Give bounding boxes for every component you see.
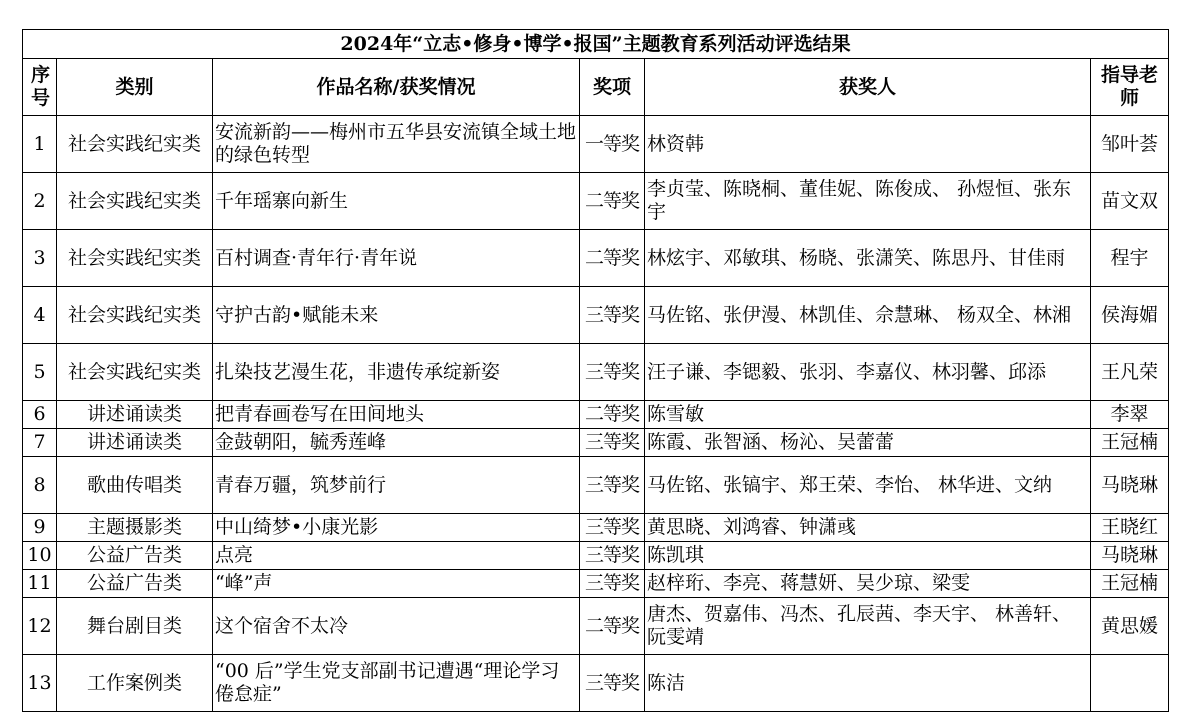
table-row: [23, 655, 1169, 712]
row-winners: 马佐铭、张镐宇、郑王荣、李怡、 林华进、文纳: [645, 457, 1091, 514]
row-work: 千年瑶寨向新生: [213, 173, 580, 230]
row-winners: 汪子谦、李锶毅、张羽、李嘉仪、林羽馨、邱添: [645, 344, 1091, 401]
row-work: 扎染技艺漫生花，非遗传承绽新姿: [213, 344, 580, 401]
row-award: 三等奖: [580, 457, 645, 514]
row-number: 13: [23, 655, 57, 712]
row-work: 百村调查·青年行·青年说: [213, 230, 580, 287]
row-winners: 林炫宇、邓敏琪、杨晓、张潇笑、陈思丹、甘佳雨: [645, 230, 1091, 287]
row-number: 6: [23, 401, 57, 429]
row-category: 歌曲传唱类: [57, 457, 213, 514]
header-category: 类别: [57, 59, 213, 116]
row-teacher: 马晓琳: [1091, 457, 1169, 514]
row-category: 公益广告类: [57, 542, 213, 570]
row-winners: 赵梓珩、李亮、蒋慧妍、吴少琼、梁雯: [645, 570, 1091, 598]
row-award: 三等奖: [580, 429, 645, 457]
row-teacher: 王晓红: [1091, 514, 1169, 542]
header-winners: 获奖人: [645, 59, 1091, 116]
row-number: 8: [23, 457, 57, 514]
row-winners: 马佐铭、张伊漫、林凯佳、佘慧琳、 杨双全、林湘: [645, 287, 1091, 344]
row-teacher: 程宇: [1091, 230, 1169, 287]
row-teacher: 邹叶荟: [1091, 116, 1169, 173]
row-award: 三等奖: [580, 287, 645, 344]
header-row: [23, 59, 1169, 116]
row-number: 12: [23, 598, 57, 655]
row-teacher: 王冠楠: [1091, 570, 1169, 598]
row-winners: 陈雪敏: [645, 401, 1091, 429]
row-number: 11: [23, 570, 57, 598]
row-winners: 黄思晓、刘鸿睿、钟潇彧: [645, 514, 1091, 542]
table-row: [23, 457, 1169, 514]
row-number: 3: [23, 230, 57, 287]
table-row: [23, 230, 1169, 287]
row-category: 讲述诵读类: [57, 429, 213, 457]
row-work: 守护古韵•赋能未来: [213, 287, 580, 344]
row-category: 讲述诵读类: [57, 401, 213, 429]
row-teacher: 黄思媛: [1091, 598, 1169, 655]
row-category: 舞台剧目类: [57, 598, 213, 655]
row-work: 中山绮梦•小康光影: [213, 514, 580, 542]
row-work: 安流新韵——梅州市五华县安流镇全域土地的绿色转型: [213, 116, 580, 173]
table-row: [23, 401, 1169, 429]
row-award: 二等奖: [580, 598, 645, 655]
row-category: 公益广告类: [57, 570, 213, 598]
row-category: 主题摄影类: [57, 514, 213, 542]
row-category: 社会实践纪实类: [57, 344, 213, 401]
table-row: [23, 344, 1169, 401]
table-row: [23, 514, 1169, 542]
row-award: 三等奖: [580, 655, 645, 712]
row-teacher: 马晓琳: [1091, 542, 1169, 570]
row-award: 二等奖: [580, 173, 645, 230]
results-table: [22, 29, 1169, 712]
row-winners: 唐杰、贺嘉伟、冯杰、孔辰茜、李天宇、 林善轩、阮雯靖: [645, 598, 1091, 655]
row-award: 三等奖: [580, 542, 645, 570]
row-number: 9: [23, 514, 57, 542]
row-winners: 陈凯琪: [645, 542, 1091, 570]
row-award: 三等奖: [580, 570, 645, 598]
row-category: 社会实践纪实类: [57, 173, 213, 230]
header-serial: 序号: [23, 59, 57, 116]
row-winners: 陈霞、张智涵、杨沁、吴蕾蕾: [645, 429, 1091, 457]
row-number: 7: [23, 429, 57, 457]
row-winners: 李贞莹、陈晓桐、董佳妮、陈俊成、 孙煜恒、张东宇: [645, 173, 1091, 230]
row-award: 二等奖: [580, 401, 645, 429]
row-number: 10: [23, 542, 57, 570]
row-teacher: 王冠楠: [1091, 429, 1169, 457]
row-winners: 陈洁: [645, 655, 1091, 712]
row-work: “峰”声: [213, 570, 580, 598]
table-row: [23, 287, 1169, 344]
row-work: 点亮: [213, 542, 580, 570]
row-number: 2: [23, 173, 57, 230]
table-row: [23, 542, 1169, 570]
row-teacher: 王凡荣: [1091, 344, 1169, 401]
row-number: 1: [23, 116, 57, 173]
row-work: 金鼓朝阳，毓秀莲峰: [213, 429, 580, 457]
header-teacher: 指导老师: [1091, 59, 1169, 116]
row-work: 把青春画卷写在田间地头: [213, 401, 580, 429]
table-row: [23, 570, 1169, 598]
row-number: 5: [23, 344, 57, 401]
header-work: 作品名称/获奖情况: [213, 59, 580, 116]
table-row: [23, 173, 1169, 230]
row-work: 这个宿舍不太冷: [213, 598, 580, 655]
table-row: [23, 116, 1169, 173]
header-award: 奖项: [580, 59, 645, 116]
row-winners: 林资韩: [645, 116, 1091, 173]
row-category: 社会实践纪实类: [57, 230, 213, 287]
row-award: 二等奖: [580, 230, 645, 287]
row-category: 社会实践纪实类: [57, 287, 213, 344]
row-award: 一等奖: [580, 116, 645, 173]
row-category: 工作案例类: [57, 655, 213, 712]
row-work: “00 后”学生党支部副书记遭遇“理论学习倦怠症”: [213, 655, 580, 712]
row-award: 三等奖: [580, 514, 645, 542]
table-row: [23, 598, 1169, 655]
row-number: 4: [23, 287, 57, 344]
table-title: 2024年“立志•修身•博学•报国”主题教育系列活动评选结果: [23, 30, 1169, 59]
table-row: [23, 429, 1169, 457]
row-category: 社会实践纪实类: [57, 116, 213, 173]
row-teacher: 苗文双: [1091, 173, 1169, 230]
row-teacher: [1091, 655, 1169, 712]
row-work: 青春万疆，筑梦前行: [213, 457, 580, 514]
row-teacher: 侯海媚: [1091, 287, 1169, 344]
row-award: 三等奖: [580, 344, 645, 401]
row-teacher: 李翠: [1091, 401, 1169, 429]
